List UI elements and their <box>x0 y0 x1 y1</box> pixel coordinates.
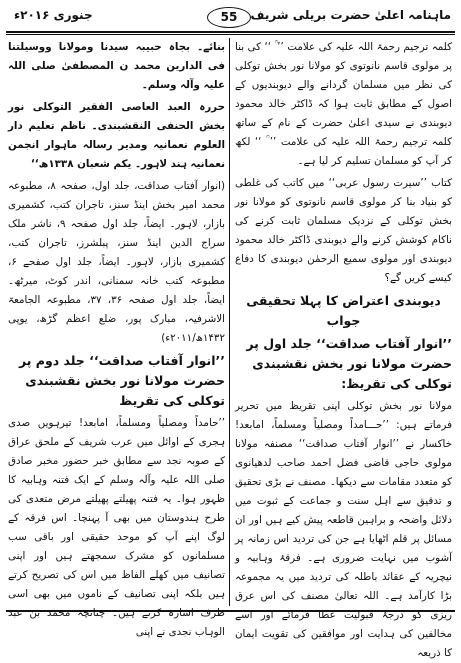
page-number: 55 <box>207 7 251 28</box>
issue-date: جنوری ۲۰۱۶ء <box>14 8 93 22</box>
paragraph-kitab-seerat: کتاب ’’سیرت رسول عربی‘‘ میں کاتب کی غلطی کو بنیاد بنا کر مولوی قاسم نانوتوی کو مولانا نور بخش توکلی کے نزدیک مسلمان ثابت کرنے کی ناکام کوشش کرنے والے دیوبندی ڈاکٹر خالد محمود دیوبندی اور مولوی سمیع الرحمٰن دیوبندی کا دفاع کیسے کریں گے؟ <box>235 177 452 284</box>
section-heading-first-answer: دیوبندی اعتراض کا پہلا تحقیقی جواب <box>246 293 441 328</box>
left-column <box>8 38 225 638</box>
magazine-title: ماہنامہ اعلیٰ حضرت بریلی شریف <box>250 8 451 22</box>
section-heading-taqreez-vol1: ’’انوار آفتاب صداقت‘‘ جلد اول پر حضرت مولانا نور بخش نقشبندی توکلی کی تقریظ: <box>246 336 452 391</box>
paragraph-dua: بنائے۔ بجاہ حبیبہ سیدنا ومولانا ووسیلتنا فی الدارین محمد ن المصطفیٰ صلی اللہ علیہ وآلہ وسلم۔ <box>8 41 225 91</box>
header-rule-thin <box>6 34 455 35</box>
header-rule <box>6 31 455 33</box>
intro-paragraph: کلمہ ترجیم رحمۃ اللہ علیہ کی علامت ’’ ؒ ‘‘ کی بنا پر مولوی قاسم نانوتوی کو مولانا نور بخش توکلی کی نظر میں مسلمان گردانے والے دیوبندیوں کے اصول کے مطابق ثابت ہوا کہ ڈاکٹر خالد محمود دیوبندی نے سیدی اعلیٰ حضرت کے نام کے ساتھ کلمہ ترجیم رحمۃ اللہ علیہ کی علامت ’’ ؒ ‘‘ لکھ کر آپ کو مسلمان تسلیم کر لیا ہے۔ <box>235 41 452 167</box>
signature-block: حررہ العبد العاصی الفقیر التوکلی نور بخش الحنفی النقشبندی۔ ناظم تعلیم دار العلوم نعمانیہ ومدیر رسالہ ماہوار انجمن نعمانیہ ہند لاہور۔ یکم شعبان ۱۳۳۸ھ‘‘ <box>8 101 225 170</box>
paragraph-taqreez-vol1: مولانا نور بخش توکلی اپنی تقریظ میں تحریر فرماتے ہیں: ’’حـــامداً ومصلیاً ومسلماً، امابعد! خاکسار نے ’’انوار آفتاب صداقت‘‘ مصنفہ مولانا مولوی حاجی قاضی فضل احمد صاحب لدھیانوی کو متعدد مقامات سے دیکھا۔ مصنف نے بڑی تحقیق و تدقیق سے اہل سنت و جماعت کے ثبوت میں دلائل واضحہ و براہین قاطعہ پیش کیے ہیں اور ان مسائل پر قلم اٹھایا ہے جن کی تردید اس زمانہ پر آشوب میں نہایت ضروری ہے۔ فرقۂ وہابیہ و نیچریہ کے عقائد باطلہ کی تردید میں یہ مجموعہ بڑا کارآمد ہے۔ اللہ تعالیٰ مصنف کی اس عرق ریزی کو درجۂ قبولیت عطا فرمائے اور اسے مخالفین کی ہدایت اور موافقین کی تقویت ایمان کا ذریعہ <box>235 400 452 659</box>
right-column <box>235 38 452 659</box>
paragraph-taqreez-vol2: ’’حامداً ومصلیاً ومسلماً، امابعد! تیرہویں صدی ہجری کے اوائل میں عرب شریف کے ملحق عراق کے صوبہ نجد سے مطابق خبر حضور مخبر صادق صلی اللہ علیہ وآلہ وسلم کے ایک فتنہ وہابیہ کا ظہور ہوا۔ یہ فتنہ پھیلتے پھیلتے مرض متعدی کی طرح ہندوستان میں بھی آ پہنچا۔ اس فرقہ کے لوگ اپنے آپ کو موحد حقیقی اور باقی سب مسلمانوں کو مشرک سمجھتے ہیں اور اپنی تصانیف میں کھلے الفاظ میں اس کی تصریح کرتے ہیں بلکہ اپنی تصانیف کے ناموں میں بھی اسی طرف اشارہ کرتے ہیں۔ چنانچہ محمد بن عبد الوہاب نجدی نے اپنی <box>8 417 225 638</box>
column-divider <box>229 38 230 606</box>
page-header <box>6 6 455 30</box>
footer-rule <box>6 610 455 612</box>
reference-citation: (انوار آفتاب صداقت، جلد اول، صفحہ ۸، مطبوعہ محمد امیر بخش اینڈ سنز، تاجران کتب، کشمیری بازار، لاہور۔ ایضاً، جلد اول صفحہ ۹، ناشر ملک سراج الدین اینڈ سنز، پبلشرز، تاجران کتب، کشمیری بازار، لاہور۔ ایضاً، جلد اول صفحے ۶، مطبوعہ کتب خانہ سمنانی، اندر کوٹ، میرٹھ۔ ایضاً، جلد اول صفحہ ۳۶، ۳۷، مطبوعہ الجامعۃ الاشرفیہ، مبارک پور، ضلع اعظم گڑھ، یوپی ۱۴۳۲ھ/۲۰۱۱ء) <box>8 180 225 344</box>
section-heading-taqreez-vol2: ’’انوار آفتاب صداقت‘‘ جلد دوم پر حضرت مولانا نور بخش نقشبندی توکلی کی تقریظ <box>18 353 225 408</box>
